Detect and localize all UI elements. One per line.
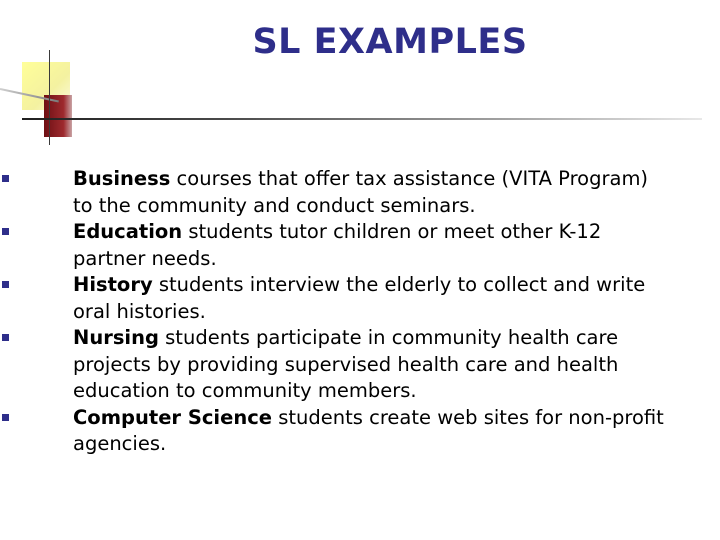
- square-bullet-icon: [2, 228, 9, 235]
- bullet-list: [70, 166, 670, 458]
- bullet-text: students tutor children or meet other K-12 partner needs.: [73, 220, 602, 270]
- bullet-keyword: Nursing: [73, 326, 159, 349]
- square-bullet-icon: [2, 334, 9, 341]
- bullet-keyword: History: [73, 273, 153, 296]
- bullet-text: students participate in community health care projects by providing supervised health care and health education to community members.: [73, 326, 619, 402]
- bullet-keyword: Business: [73, 167, 171, 190]
- decorative-vertical-line: [49, 50, 50, 145]
- square-bullet-icon: [2, 281, 9, 288]
- bullet-keyword: Education: [73, 220, 183, 243]
- bullet-text: courses that offer tax assistance (VITA Program) to the community and conduct seminars.: [73, 167, 649, 217]
- slide-title: SL EXAMPLES: [252, 22, 528, 62]
- bullet-item-nursing: [70, 325, 670, 405]
- bullet-item-education: [70, 219, 670, 272]
- square-bullet-icon: [2, 414, 9, 421]
- bullet-text: students create web sites for non-profit agencies.: [73, 405, 664, 455]
- title-underline-rule: [22, 118, 702, 120]
- bullet-item-computer-science: [70, 405, 670, 458]
- bullet-text: students interview the elderly to collect and write oral histories.: [73, 273, 646, 323]
- bullet-item-history: [70, 272, 670, 325]
- square-bullet-icon: [2, 175, 9, 182]
- bullet-item-business: [70, 166, 670, 219]
- bullet-keyword: Computer Science: [73, 405, 272, 429]
